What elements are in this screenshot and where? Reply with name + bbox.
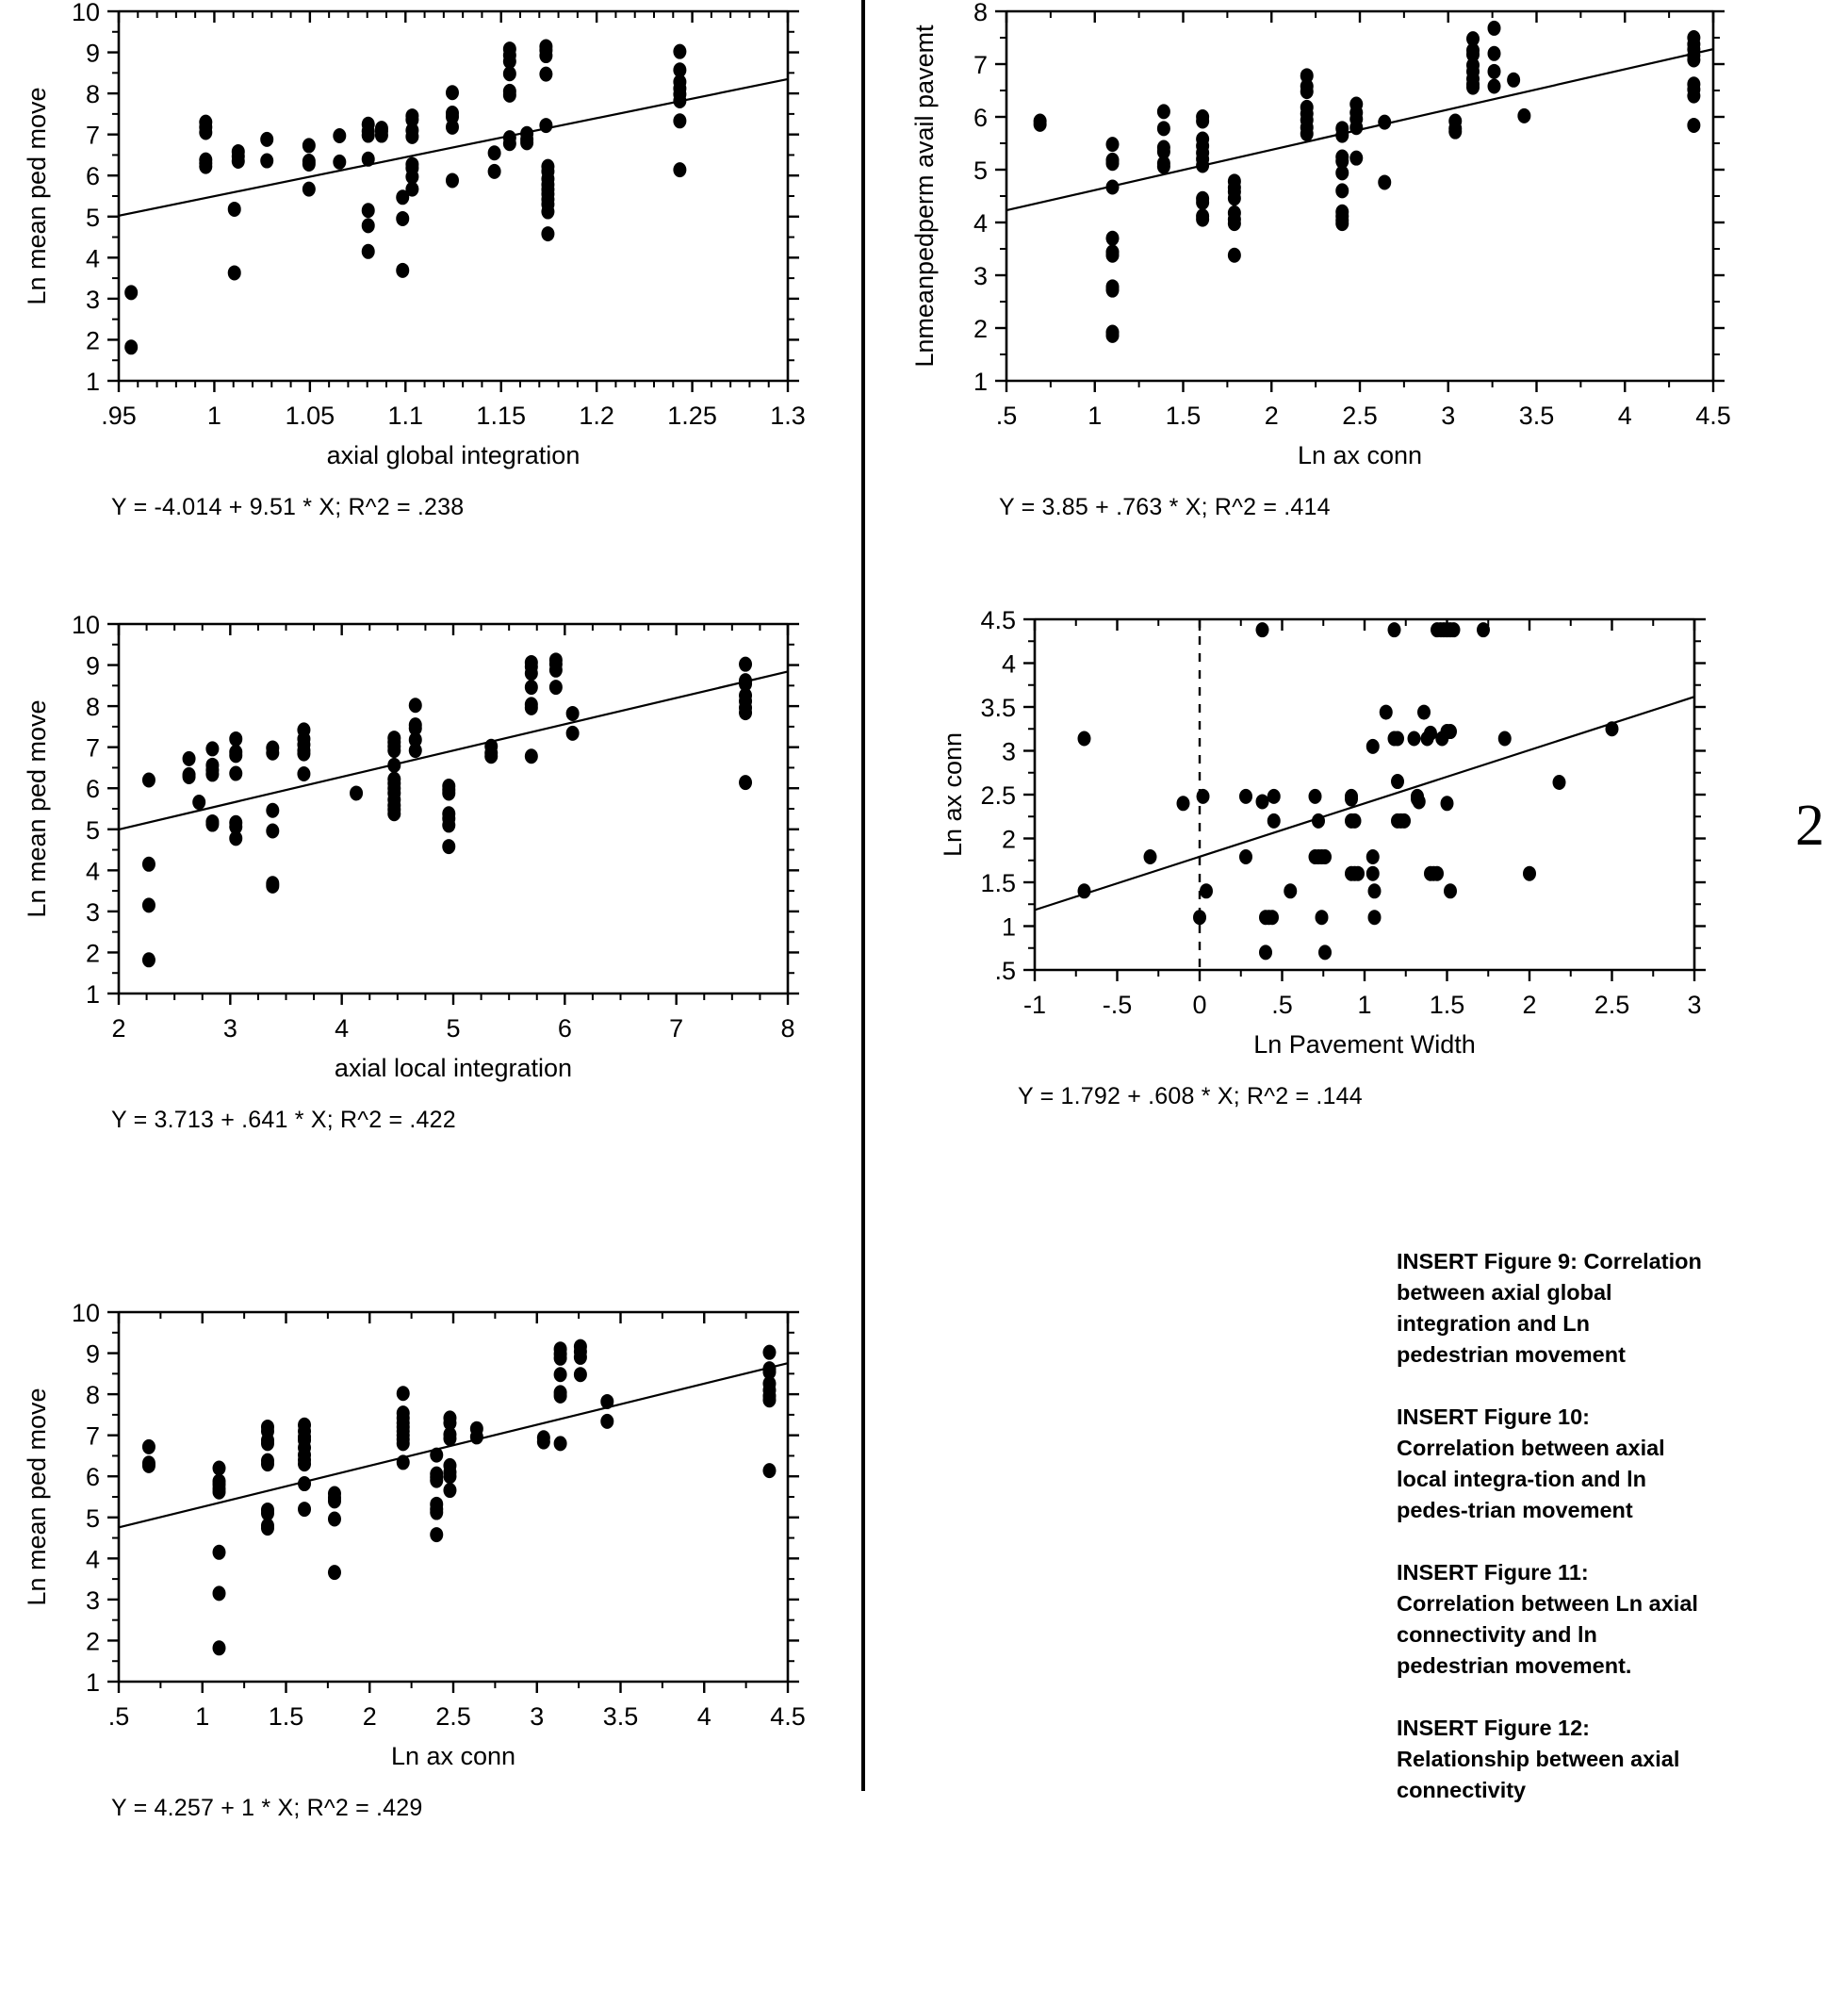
svg-text:4.5: 4.5 (1695, 402, 1731, 430)
x-axis-label: Ln ax conn (390, 1742, 516, 1770)
svg-text:3: 3 (973, 262, 988, 290)
svg-text:-.5: -.5 (1102, 991, 1133, 1019)
scatter-plot-chart-1 (17, 0, 809, 490)
svg-text:4: 4 (335, 1014, 350, 1043)
svg-text:5: 5 (973, 156, 988, 185)
svg-text:7: 7 (85, 121, 100, 150)
svg-text:8: 8 (85, 693, 100, 722)
svg-text:5: 5 (85, 815, 100, 845)
scatter-plot-chart-2 (905, 0, 1734, 490)
svg-text:1.3: 1.3 (770, 402, 806, 430)
svg-text:1.1: 1.1 (387, 402, 424, 430)
svg-text:5: 5 (85, 203, 100, 232)
y-axis-label: Lnmeanpedperm avail pavemt (910, 25, 939, 368)
svg-text:1: 1 (195, 1702, 210, 1731)
svg-text:2: 2 (85, 1627, 100, 1656)
x-axis-label: axial local integration (334, 1054, 573, 1082)
svg-text:2.5: 2.5 (980, 781, 1016, 810)
svg-text:1: 1 (1088, 402, 1103, 430)
svg-text:4: 4 (696, 1702, 711, 1731)
svg-text:3: 3 (1687, 991, 1702, 1019)
svg-text:1: 1 (1357, 991, 1372, 1019)
y-axis-label: Ln ax conn (939, 731, 967, 858)
regression-equation-chart-3: Y = 3.713 + .641 * X; R^2 = .422 (111, 1107, 456, 1133)
svg-text:3: 3 (85, 285, 100, 314)
svg-text:4.5: 4.5 (770, 1702, 806, 1731)
svg-text:2: 2 (973, 315, 988, 343)
svg-text:.5: .5 (994, 957, 1016, 985)
svg-text:.5: .5 (107, 1702, 130, 1731)
svg-text:3.5: 3.5 (1518, 402, 1555, 430)
svg-text:7: 7 (669, 1014, 684, 1043)
svg-text:8: 8 (85, 1381, 100, 1410)
svg-text:3: 3 (85, 1585, 100, 1615)
svg-text:6: 6 (85, 1463, 100, 1492)
column-divider (861, 0, 865, 1791)
regression-equation-chart-4: Y = 1.792 + .608 * X; R^2 = .144 (1018, 1083, 1363, 1109)
plot-area-chart-3 (17, 613, 809, 1103)
svg-text:4.5: 4.5 (980, 608, 1016, 634)
x-axis-label: Ln ax conn (1297, 441, 1423, 469)
svg-text:8: 8 (973, 0, 988, 26)
plot-area-chart-5 (17, 1301, 809, 1791)
svg-text:2.5: 2.5 (1342, 402, 1378, 430)
svg-text:7: 7 (85, 1421, 100, 1451)
svg-text:4: 4 (85, 857, 100, 886)
regression-equation-chart-1: Y = -4.014 + 9.51 * X; R^2 = .238 (111, 494, 465, 520)
caption-figure-9: INSERT Figure 9: Correlation between axial global integration and Ln pedestrian movement (1397, 1249, 1702, 1367)
caption-column (1397, 1246, 1708, 1806)
svg-text:2: 2 (1522, 991, 1537, 1019)
svg-text:2: 2 (85, 939, 100, 968)
svg-text:0: 0 (1192, 991, 1207, 1019)
svg-text:6: 6 (973, 104, 988, 132)
svg-text:-1: -1 (1022, 991, 1047, 1019)
figure-chart-5 (17, 1301, 809, 1822)
svg-text:1: 1 (85, 368, 100, 396)
svg-text:4: 4 (973, 209, 988, 238)
svg-text:2: 2 (1001, 825, 1016, 854)
svg-text:1: 1 (973, 368, 988, 396)
svg-text:10: 10 (71, 0, 100, 26)
svg-text:5: 5 (446, 1014, 461, 1043)
svg-text:3: 3 (1001, 737, 1016, 766)
svg-text:1.15: 1.15 (476, 402, 526, 430)
svg-text:4: 4 (85, 244, 100, 273)
x-axis-label: axial global integration (326, 441, 581, 469)
svg-text:5: 5 (85, 1503, 100, 1533)
svg-text:1: 1 (85, 1668, 100, 1697)
figure-chart-3 (17, 613, 809, 1134)
scatter-plot-chart-5 (17, 1301, 809, 1791)
svg-text:9: 9 (85, 1339, 100, 1369)
svg-text:8: 8 (780, 1014, 795, 1043)
svg-text:.5: .5 (1271, 991, 1293, 1019)
figure-chart-2 (905, 0, 1734, 521)
svg-text:1.5: 1.5 (268, 1702, 304, 1731)
scatter-plot-chart-3 (17, 613, 809, 1103)
caption-figure-12: INSERT Figure 12: Relationship between axial connectivity (1397, 1716, 1680, 1802)
plot-area-chart-4 (933, 608, 1715, 1079)
svg-text:2.5: 2.5 (1594, 991, 1630, 1019)
svg-text:4: 4 (1617, 402, 1632, 430)
svg-text:6: 6 (557, 1014, 572, 1043)
svg-text:7: 7 (85, 733, 100, 763)
svg-text:8: 8 (85, 80, 100, 109)
svg-text:1.5: 1.5 (1429, 991, 1465, 1019)
svg-text:.95: .95 (101, 402, 137, 430)
regression-equation-chart-2: Y = 3.85 + .763 * X; R^2 = .414 (999, 494, 1331, 520)
y-axis-label: Ln mean ped move (23, 699, 51, 918)
svg-text:2: 2 (362, 1702, 377, 1731)
caption-figure-10: INSERT Figure 10: Correlation between axial local integra-tion and ln pedes-trian movement (1397, 1404, 1665, 1522)
plot-area-chart-1 (17, 0, 809, 490)
svg-text:4: 4 (85, 1545, 100, 1574)
svg-text:.5: .5 (995, 402, 1018, 430)
svg-text:10: 10 (71, 1301, 100, 1327)
svg-text:6: 6 (85, 162, 100, 191)
x-axis-label: Ln Pavement Width (1253, 1030, 1476, 1059)
page-number: 2 (1795, 794, 1824, 858)
svg-text:1.25: 1.25 (667, 402, 717, 430)
svg-text:10: 10 (71, 613, 100, 639)
svg-text:3: 3 (1441, 402, 1456, 430)
svg-text:3: 3 (222, 1014, 237, 1043)
svg-text:3.5: 3.5 (980, 694, 1016, 722)
svg-text:7: 7 (973, 51, 988, 79)
svg-text:3: 3 (85, 897, 100, 927)
svg-text:2: 2 (111, 1014, 126, 1043)
svg-text:1.05: 1.05 (285, 402, 335, 430)
svg-text:1.5: 1.5 (1165, 402, 1202, 430)
caption-figure-11: INSERT Figure 11: Correlation between Ln axial connectivity and ln pedestrian movement. (1397, 1560, 1698, 1678)
svg-text:3: 3 (530, 1702, 545, 1731)
svg-text:2: 2 (1264, 402, 1279, 430)
svg-text:1.2: 1.2 (579, 402, 614, 430)
scatter-plot-chart-4 (933, 608, 1715, 1079)
svg-text:1.5: 1.5 (980, 869, 1016, 897)
figure-chart-1 (17, 0, 809, 521)
svg-text:1: 1 (85, 980, 100, 1009)
svg-text:6: 6 (85, 775, 100, 804)
svg-text:3.5: 3.5 (602, 1702, 639, 1731)
svg-text:2.5: 2.5 (435, 1702, 471, 1731)
svg-text:2: 2 (85, 326, 100, 355)
y-axis-label: Ln mean ped move (23, 1388, 51, 1606)
figure-chart-4 (933, 608, 1715, 1110)
y-axis-label: Ln mean ped move (23, 87, 51, 305)
svg-text:9: 9 (85, 39, 100, 68)
svg-text:4: 4 (1001, 649, 1016, 679)
plot-area-chart-2 (905, 0, 1734, 490)
svg-text:1: 1 (206, 402, 221, 430)
svg-text:1: 1 (1001, 912, 1016, 942)
regression-equation-chart-5: Y = 4.257 + 1 * X; R^2 = .429 (111, 1795, 423, 1821)
svg-text:9: 9 (85, 651, 100, 681)
